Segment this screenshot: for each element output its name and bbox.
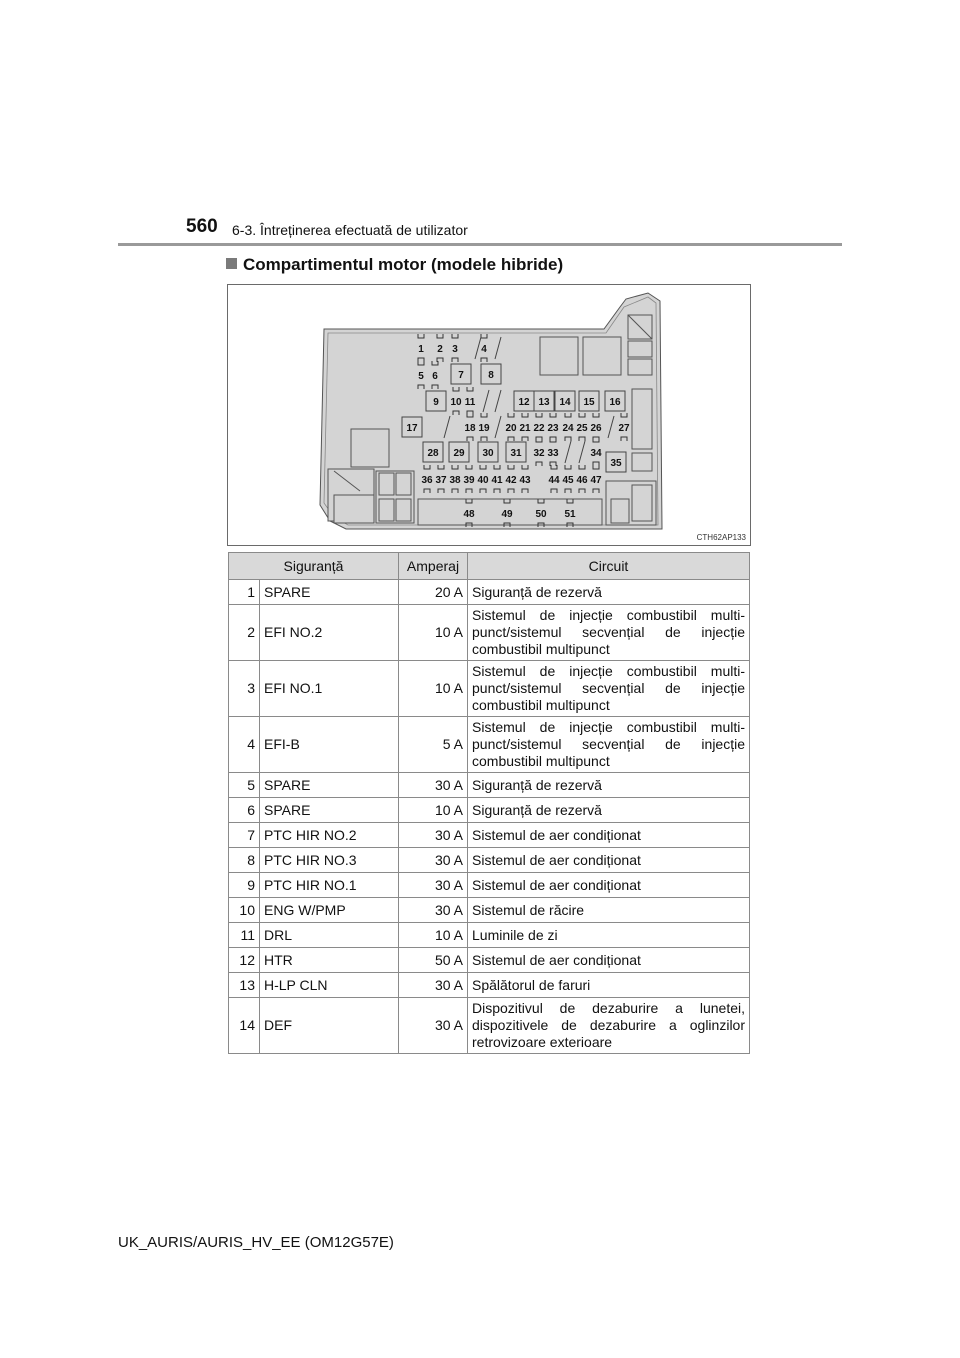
fuse-label: 10 bbox=[450, 397, 462, 408]
fuse-number: 11 bbox=[229, 923, 260, 948]
fuse-circuit: Sistemul de aer condiționat bbox=[468, 823, 750, 848]
fuse-name: ENG W/PMP bbox=[260, 898, 399, 923]
fuse-35 bbox=[606, 452, 626, 472]
fuse-6 bbox=[432, 361, 438, 389]
fuse-28 bbox=[423, 442, 443, 462]
fuse-amperage: 10 A bbox=[399, 798, 468, 823]
fuse-label: 12 bbox=[518, 397, 530, 408]
fuse-15 bbox=[579, 391, 599, 411]
relay-block bbox=[611, 499, 629, 523]
table-row bbox=[229, 948, 750, 973]
fuse-number: 1 bbox=[229, 580, 260, 605]
fuse-number: 2 bbox=[229, 605, 260, 661]
fuse-label: 50 bbox=[535, 509, 547, 520]
relay-block bbox=[396, 499, 411, 521]
fuse-label: 18 bbox=[464, 423, 476, 434]
fuse-name: HTR bbox=[260, 948, 399, 973]
fuse-number: 4 bbox=[229, 717, 260, 773]
fuse-label: 31 bbox=[510, 448, 522, 459]
fuse-14 bbox=[555, 391, 575, 411]
fuse-5 bbox=[418, 361, 424, 389]
fuse-number: 12 bbox=[229, 948, 260, 973]
relay-block bbox=[632, 389, 652, 449]
fuse-amperage: 30 A bbox=[399, 773, 468, 798]
fuse-label: 49 bbox=[501, 509, 513, 520]
table-row bbox=[229, 848, 750, 873]
fuse-number: 3 bbox=[229, 661, 260, 717]
fuse-name: H-LP CLN bbox=[260, 973, 399, 998]
fuse-31 bbox=[506, 442, 526, 462]
fuse-circuit: Sistemul de injecție combustibil multi-punct/sistemul secvențial de injecție combustibil multipunct bbox=[468, 605, 750, 661]
header-rule bbox=[118, 243, 842, 246]
fuse-amperage: 30 A bbox=[399, 823, 468, 848]
fuse-amperage: 20 A bbox=[399, 580, 468, 605]
fuse-number: 7 bbox=[229, 823, 260, 848]
section-heading-text: Compartimentul motor (modele hibride) bbox=[243, 255, 564, 274]
fuse-table-body bbox=[229, 580, 750, 1054]
fuse-label: 2 bbox=[437, 344, 443, 355]
fuse-label: 30 bbox=[482, 448, 494, 459]
fuse-7 bbox=[451, 364, 471, 384]
fuse-label: 23 bbox=[547, 423, 559, 434]
fuse-circuit: Spălătorul de faruri bbox=[468, 973, 750, 998]
fuse-label: 9 bbox=[433, 397, 439, 408]
table-row bbox=[229, 661, 750, 717]
relay-block bbox=[334, 495, 374, 523]
table-row bbox=[229, 923, 750, 948]
fuse-circuit: Sistemul de injecție combustibil multi-punct/sistemul secvențial de injecție combustibil multipunct bbox=[468, 661, 750, 717]
fuse-label: 5 bbox=[418, 371, 424, 382]
fuse-number: 8 bbox=[229, 848, 260, 873]
fuse-label: 11 bbox=[464, 397, 476, 408]
relay-block bbox=[628, 341, 652, 357]
square-bullet-icon bbox=[226, 258, 237, 269]
fuse-name: EFI-B bbox=[260, 717, 399, 773]
fuse-name: PTC HIR NO.1 bbox=[260, 873, 399, 898]
fuse-number: 6 bbox=[229, 798, 260, 823]
fuse-label: 13 bbox=[538, 397, 550, 408]
fuse-amperage: 30 A bbox=[399, 873, 468, 898]
table-row bbox=[229, 717, 750, 773]
fuse-name: SPARE bbox=[260, 580, 399, 605]
fuse-label: 15 bbox=[583, 397, 595, 408]
fuse-label: 28 bbox=[427, 448, 439, 459]
fuse-label: 40 bbox=[477, 475, 489, 486]
fuse-name: EFI NO.1 bbox=[260, 661, 399, 717]
relay-block bbox=[396, 473, 411, 495]
fuse-label: 6 bbox=[432, 371, 438, 382]
fuse-amperage: 10 A bbox=[399, 661, 468, 717]
fuse-name: DRL bbox=[260, 923, 399, 948]
fuse-label: 46 bbox=[576, 475, 588, 486]
fuse-amperage: 10 A bbox=[399, 923, 468, 948]
fuse-amperage: 10 A bbox=[399, 605, 468, 661]
fuse-name: SPARE bbox=[260, 798, 399, 823]
section-title: 6-3. Întreținerea efectuată de utilizator bbox=[232, 222, 468, 238]
fuse-name: DEF bbox=[260, 998, 399, 1054]
fuse-label: 26 bbox=[590, 423, 602, 434]
table-row bbox=[229, 798, 750, 823]
relay-block bbox=[540, 337, 578, 375]
fuse-label: 51 bbox=[564, 509, 576, 520]
fuse-label: 38 bbox=[449, 475, 461, 486]
fuse-9 bbox=[426, 391, 446, 411]
fuse-label: 19 bbox=[478, 423, 490, 434]
fuse-number: 14 bbox=[229, 998, 260, 1054]
fuse-label: 20 bbox=[505, 423, 517, 434]
fuse-29 bbox=[449, 442, 469, 462]
fuse-label: 24 bbox=[562, 423, 574, 434]
table-row bbox=[229, 998, 750, 1054]
fuse-label: 3 bbox=[452, 344, 458, 355]
fuse-name: EFI NO.2 bbox=[260, 605, 399, 661]
fuse-amperage: 30 A bbox=[399, 898, 468, 923]
fuse-label: 32 bbox=[533, 448, 545, 459]
fuse-label: 29 bbox=[453, 448, 465, 459]
fuse-13 bbox=[534, 391, 554, 411]
relay-block bbox=[379, 473, 394, 495]
table-row bbox=[229, 973, 750, 998]
fuse-amperage: 50 A bbox=[399, 948, 468, 973]
column-header-circuit: Circuit bbox=[468, 553, 750, 580]
column-header-fuse: Siguranță bbox=[229, 553, 399, 580]
table-row bbox=[229, 580, 750, 605]
fuse-3 bbox=[452, 334, 458, 362]
fuse-30 bbox=[478, 442, 498, 462]
fuse-1 bbox=[418, 334, 424, 362]
fuse-circuit: Dispozitivul de dezaburire a lunetei, dispozitivele de dezaburire a oglinzilor retrovizoare exterioare bbox=[468, 998, 750, 1054]
section-heading bbox=[226, 255, 563, 275]
fuse-number: 10 bbox=[229, 898, 260, 923]
fuse-label: 16 bbox=[609, 397, 621, 408]
fuse-label: 42 bbox=[505, 475, 517, 486]
fuse-table bbox=[228, 552, 750, 1054]
fuse-label: 45 bbox=[562, 475, 574, 486]
fuse-label: 47 bbox=[590, 475, 602, 486]
fuse-label: 35 bbox=[610, 458, 622, 469]
fuse-amperage: 30 A bbox=[399, 848, 468, 873]
fuse-4 bbox=[481, 334, 487, 362]
table-row bbox=[229, 823, 750, 848]
fuse-label: 17 bbox=[406, 423, 418, 434]
fuse-label: 34 bbox=[590, 448, 602, 459]
relay-block bbox=[379, 499, 394, 521]
fuse-8 bbox=[481, 364, 501, 384]
fuse-name: SPARE bbox=[260, 773, 399, 798]
footer-model-code: UK_AURIS/AURIS_HV_EE (OM12G57E) bbox=[118, 1234, 394, 1251]
fuse-label: 25 bbox=[576, 423, 588, 434]
fuse-label: 43 bbox=[519, 475, 531, 486]
fuse-name: PTC HIR NO.3 bbox=[260, 848, 399, 873]
fuse-circuit: Sistemul de aer condiționat bbox=[468, 873, 750, 898]
fuse-name: PTC HIR NO.2 bbox=[260, 823, 399, 848]
column-header-amperage: Amperaj bbox=[399, 553, 468, 580]
table-row bbox=[229, 773, 750, 798]
fuse-label: 44 bbox=[548, 475, 560, 486]
fuse-circuit: Siguranță de rezervă bbox=[468, 580, 750, 605]
fuse-label: 14 bbox=[559, 397, 571, 408]
fuse-circuit: Sistemul de răcire bbox=[468, 898, 750, 923]
table-row bbox=[229, 605, 750, 661]
table-header-row bbox=[229, 553, 750, 580]
fuse-label: 36 bbox=[421, 475, 433, 486]
page-number: 560 bbox=[186, 216, 218, 237]
relay-block bbox=[351, 429, 389, 467]
fuse-label: 37 bbox=[435, 475, 447, 486]
fuse-label: 39 bbox=[463, 475, 475, 486]
fuse-label: 27 bbox=[618, 423, 630, 434]
fuse-number: 13 bbox=[229, 973, 260, 998]
fuse-label: 48 bbox=[463, 509, 475, 520]
fuse-2 bbox=[437, 334, 443, 362]
fuse-circuit: Sistemul de aer condiționat bbox=[468, 848, 750, 873]
fuse-circuit: Sistemul de aer condiționat bbox=[468, 948, 750, 973]
fuse-label: 22 bbox=[533, 423, 545, 434]
fuse-circuit: Luminile de zi bbox=[468, 923, 750, 948]
fuse-number: 5 bbox=[229, 773, 260, 798]
fuse-label: 41 bbox=[491, 475, 503, 486]
fuse-12 bbox=[514, 391, 534, 411]
table-row bbox=[229, 873, 750, 898]
relay-block bbox=[583, 337, 621, 375]
fuse-amperage: 30 A bbox=[399, 998, 468, 1054]
fuse-16 bbox=[605, 391, 625, 411]
fuse-circuit: Siguranță de rezervă bbox=[468, 798, 750, 823]
fuse-box-diagram bbox=[227, 284, 751, 546]
fuse-17 bbox=[402, 417, 422, 437]
table-row bbox=[229, 898, 750, 923]
fuse-label: 1 bbox=[418, 344, 424, 355]
fuse-number: 9 bbox=[229, 873, 260, 898]
fuse-label: 21 bbox=[519, 423, 531, 434]
fuse-amperage: 30 A bbox=[399, 973, 468, 998]
fuse-amperage: 5 A bbox=[399, 717, 468, 773]
fuse-label: 7 bbox=[458, 370, 464, 381]
relay-block bbox=[632, 485, 652, 521]
fuse-label: 4 bbox=[481, 344, 487, 355]
fuse-label: 8 bbox=[488, 370, 494, 381]
relay-block bbox=[628, 359, 652, 375]
fuse-box-svg bbox=[228, 285, 750, 545]
fuse-circuit: Sistemul de injecție combustibil multi-punct/sistemul secvențial de injecție combustibil multipunct bbox=[468, 717, 750, 773]
figure-code: CTH62AP133 bbox=[696, 533, 746, 542]
relay-block bbox=[632, 453, 652, 471]
fuse-label: 33 bbox=[547, 448, 559, 459]
fuse-circuit: Siguranță de rezervă bbox=[468, 773, 750, 798]
